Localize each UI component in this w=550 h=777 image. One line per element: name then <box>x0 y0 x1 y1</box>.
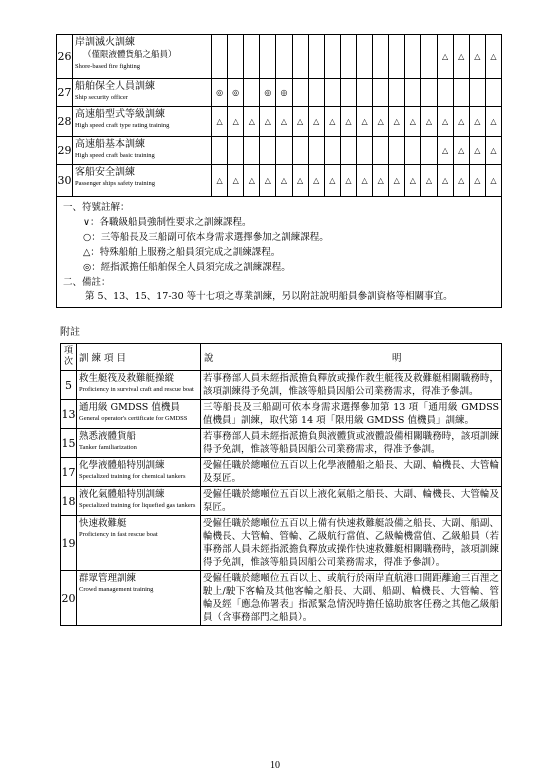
appendix-description: 若事務部人員未經指派擔負釋放或操作救生艇筏及救難艇相關職務時，該項訓練得予免訓，惟該等船員因船公司業務需求，得准予參訓。 <box>201 371 502 400</box>
appendix-row <box>61 400 502 429</box>
requirement-mark <box>244 79 260 107</box>
appendix-number: 17 <box>61 458 77 487</box>
appendix-item-zh: 熟悉液體貨船 <box>79 431 137 442</box>
course-row <box>57 79 502 107</box>
requirement-mark <box>212 137 228 165</box>
requirement-mark <box>260 35 276 79</box>
header-description <box>201 344 502 371</box>
course-name-en: Shore-based fire fighting <box>75 63 140 70</box>
appendix-item-en: Tanker familiarization <box>79 444 137 451</box>
appendix-row <box>61 571 502 626</box>
requirement-mark: △ <box>340 107 356 137</box>
requirement-mark: △ <box>437 165 453 197</box>
requirement-mark <box>421 79 437 107</box>
appendix-description: 若事務部人員未經指派擔負與液體貨或液體設備相關職務時，該項訓練得予免訓，惟該等船員因船公司業務需求，得准予參訓。 <box>201 429 502 458</box>
appendix-number: 15 <box>61 429 77 458</box>
requirement-mark: △ <box>421 107 437 137</box>
courses-table-section <box>56 34 502 308</box>
course-number: 28 <box>57 107 73 137</box>
requirement-mark <box>389 35 405 79</box>
course-name-zh: 高速船型式等級訓練 <box>75 109 165 120</box>
appendix-number: 13 <box>61 400 77 429</box>
course-name-zh: 岸訓滅火訓練 <box>75 37 135 48</box>
appendix-title: 附註 <box>60 327 80 338</box>
requirement-mark: △ <box>469 137 485 165</box>
requirement-mark: △ <box>485 137 501 165</box>
requirement-mark <box>340 137 356 165</box>
notes-cell <box>57 197 502 308</box>
requirement-mark <box>308 79 324 107</box>
course-row <box>57 137 502 165</box>
course-number: 27 <box>57 79 73 107</box>
appendix-item-zh: 液化氣體船特別訓練 <box>79 489 165 500</box>
requirement-mark <box>276 35 292 79</box>
appendix-item-zh: 群眾管理訓練 <box>79 573 137 584</box>
requirement-mark: △ <box>276 165 292 197</box>
requirement-mark: △ <box>389 165 405 197</box>
requirement-mark <box>292 35 308 79</box>
course-number: 26 <box>57 35 73 79</box>
appendix-item-zh: 救生艇筏及救難艇操縱 <box>79 373 175 384</box>
requirement-mark: △ <box>373 165 389 197</box>
appendix-item-zh: 通用級 GMDSS 值機員 <box>79 402 180 413</box>
header-item: 訓 練 項 目 <box>77 344 201 371</box>
requirement-mark <box>373 35 389 79</box>
requirement-mark: △ <box>421 165 437 197</box>
requirement-mark <box>405 79 421 107</box>
requirement-mark: △ <box>308 165 324 197</box>
course-name-zh: 客船安全訓練 <box>75 167 135 178</box>
course-name-cell <box>73 165 212 197</box>
requirement-mark: △ <box>340 165 356 197</box>
requirement-mark: △ <box>292 165 308 197</box>
course-row <box>57 35 502 79</box>
requirement-mark: △ <box>389 107 405 137</box>
requirement-mark <box>324 35 340 79</box>
requirement-mark: △ <box>228 165 244 197</box>
appendix-item-en: Specialized training for liquefied gas tankers <box>79 502 196 509</box>
requirement-mark <box>340 79 356 107</box>
courses-table <box>56 34 502 308</box>
requirement-mark <box>373 137 389 165</box>
header-num: 項次 <box>61 344 77 371</box>
requirement-mark: △ <box>453 165 469 197</box>
course-name-note: （僅限液體貨船之船員） <box>83 50 177 60</box>
course-name-cell <box>73 137 212 165</box>
symbol-note: ○：三等船長及三船副可依本身需求選擇參加之訓練課程。 <box>83 232 329 243</box>
header-desc-left: 說 <box>204 353 214 364</box>
course-name-zh: 船舶保全人員訓練 <box>75 81 155 92</box>
appendix-row <box>61 458 502 487</box>
header-desc-right: 明 <box>392 353 402 364</box>
requirement-mark <box>340 35 356 79</box>
requirement-mark <box>469 79 485 107</box>
appendix-item-en: Proficiency in survival craft and rescue boat <box>79 386 194 393</box>
requirement-mark <box>260 137 276 165</box>
appendix-item-cell <box>77 458 201 487</box>
requirement-mark: △ <box>212 107 228 137</box>
course-name-en: High speed craft basic training <box>75 152 155 159</box>
appendix-item-cell <box>77 571 201 626</box>
requirement-mark <box>356 137 372 165</box>
appendix-description: 受僱任職於總噸位五百以上備有快速救難艇設備之船長、大副、船副、輪機長、大管輪、管輪、乙級航行當值、乙級輪機當值、乙級船員（若事務部人員未經指派擔負釋放或操作快速救難艇相關職務時，該項訓練得予免訓，惟該等船員因船公司業務需求，得准予參訓）。 <box>201 516 502 571</box>
symbol-note: △：特殊船舶上服務之船員須完成之訓練課程。 <box>83 247 281 258</box>
requirement-mark <box>324 79 340 107</box>
remarks-text: 第 5、13、15、17-30 等十七項之專業訓練，另以附註說明船員參訓資格等相關事宜。 <box>85 291 453 302</box>
course-row <box>57 107 502 137</box>
requirement-mark: △ <box>244 165 260 197</box>
requirement-mark: △ <box>453 107 469 137</box>
requirement-mark <box>421 35 437 79</box>
requirement-mark <box>244 35 260 79</box>
course-name-en: High speed craft type rating training <box>75 122 170 129</box>
appendix-number: 5 <box>61 371 77 400</box>
requirement-mark <box>356 79 372 107</box>
requirement-mark <box>421 137 437 165</box>
appendix-description: 受僱任職於總噸位五百以上、或航行於兩岸直航港口間距離逾三百浬之駛上/駛下客輪及其他客輪之船長、大副、船副、輪機長、大管輪、管輪及經「應急佈署表」指派緊急情況時擔任協助旅客任務之其他乙級船員（含事務部門之船員）。 <box>201 571 502 626</box>
course-name-zh: 高速船基本訓練 <box>75 139 145 150</box>
requirement-mark: △ <box>469 165 485 197</box>
requirement-mark <box>356 35 372 79</box>
requirement-mark <box>308 137 324 165</box>
course-name-en: Ship security officer <box>75 94 128 101</box>
requirement-mark <box>292 137 308 165</box>
requirement-mark <box>276 137 292 165</box>
symbols-heading: 一、符號註解： <box>63 202 130 213</box>
course-name-cell <box>73 35 212 79</box>
appendix-row <box>61 429 502 458</box>
course-name-cell <box>73 107 212 137</box>
requirement-mark: △ <box>356 165 372 197</box>
appendix-number: 20 <box>61 571 77 626</box>
course-number: 30 <box>57 165 73 197</box>
appendix-row <box>61 516 502 571</box>
requirement-mark: △ <box>485 165 501 197</box>
appendix-item-zh: 快速救難艇 <box>79 518 127 529</box>
course-row <box>57 165 502 197</box>
requirement-mark: △ <box>260 107 276 137</box>
requirement-mark: △ <box>324 107 340 137</box>
requirement-mark <box>405 35 421 79</box>
requirement-mark: ◎ <box>212 79 228 107</box>
requirement-mark <box>389 79 405 107</box>
requirement-mark: △ <box>485 107 501 137</box>
requirement-mark: △ <box>324 165 340 197</box>
appendix-row <box>61 371 502 400</box>
requirement-mark: △ <box>356 107 372 137</box>
requirement-mark <box>389 137 405 165</box>
remarks-heading: 二、備註： <box>63 277 111 288</box>
requirement-mark <box>244 137 260 165</box>
page-number: 10 <box>270 760 280 771</box>
requirement-mark: ◎ <box>228 79 244 107</box>
requirement-mark: △ <box>437 35 453 79</box>
requirement-mark <box>228 35 244 79</box>
course-number: 29 <box>57 137 73 165</box>
requirement-mark: △ <box>276 107 292 137</box>
appendix-item-cell <box>77 429 201 458</box>
appendix-description: 受僱任職於總噸位五百以上化學液體船之船長、大副、輪機長、大管輪及泵匠。 <box>201 458 502 487</box>
requirement-mark: △ <box>469 107 485 137</box>
symbol-note: ◎：經指派擔任船舶保全人員須完成之訓練課程。 <box>83 262 291 273</box>
appendix-item-zh: 化學液體船特別訓練 <box>79 460 165 471</box>
requirement-mark: △ <box>437 107 453 137</box>
requirement-mark <box>292 79 308 107</box>
requirement-mark <box>324 137 340 165</box>
appendix-item-en: Crowd management training <box>79 586 154 593</box>
requirement-mark: △ <box>260 165 276 197</box>
appendix-section <box>60 343 502 626</box>
requirement-mark <box>373 79 389 107</box>
appendix-item-en: Proficiency in fast rescue boat <box>79 531 158 538</box>
requirement-mark <box>485 79 501 107</box>
symbol-note: ∨：各職級船員強制性要求之訓練課程。 <box>83 217 252 228</box>
appendix-item-cell <box>77 400 201 429</box>
appendix-item-cell <box>77 516 201 571</box>
appendix-description: 三等船長及三船副可依本身需求選擇參加第 13 項「通用級 GMDSS 值機員」訓練，取代第 14 項「限用級 GMDSS 值機員」訓練。 <box>201 400 502 429</box>
requirement-mark: △ <box>373 107 389 137</box>
requirement-mark: △ <box>405 107 421 137</box>
appendix-item-en: Specialized training for chemical tankers <box>79 473 186 480</box>
requirement-mark <box>437 79 453 107</box>
appendix-item-en: General operator's certificate for GMDSS <box>79 415 188 422</box>
requirement-mark: △ <box>244 107 260 137</box>
requirement-mark: △ <box>453 137 469 165</box>
requirement-mark: △ <box>308 107 324 137</box>
appendix-item-cell <box>77 371 201 400</box>
requirement-mark <box>228 137 244 165</box>
requirement-mark: △ <box>437 137 453 165</box>
requirement-mark: △ <box>292 107 308 137</box>
requirement-mark: △ <box>485 35 501 79</box>
requirement-mark: △ <box>469 35 485 79</box>
requirement-mark: △ <box>212 165 228 197</box>
requirement-mark <box>453 79 469 107</box>
requirement-mark <box>405 137 421 165</box>
course-name-cell <box>73 79 212 107</box>
requirement-mark: ◎ <box>260 79 276 107</box>
appendix-table <box>60 343 502 626</box>
requirement-mark: ◎ <box>276 79 292 107</box>
requirement-mark: △ <box>405 165 421 197</box>
appendix-number: 18 <box>61 487 77 516</box>
requirement-mark <box>308 35 324 79</box>
requirement-mark <box>212 35 228 79</box>
appendix-row <box>61 487 502 516</box>
appendix-item-cell <box>77 487 201 516</box>
requirement-mark: △ <box>228 107 244 137</box>
requirement-mark: △ <box>453 35 469 79</box>
course-name-en: Passenger ships safety training <box>75 180 155 187</box>
appendix-number: 19 <box>61 516 77 571</box>
appendix-description: 受僱任職於總噸位五百以上液化氣船之船長、大副、輪機長、大管輪及泵匠。 <box>201 487 502 516</box>
